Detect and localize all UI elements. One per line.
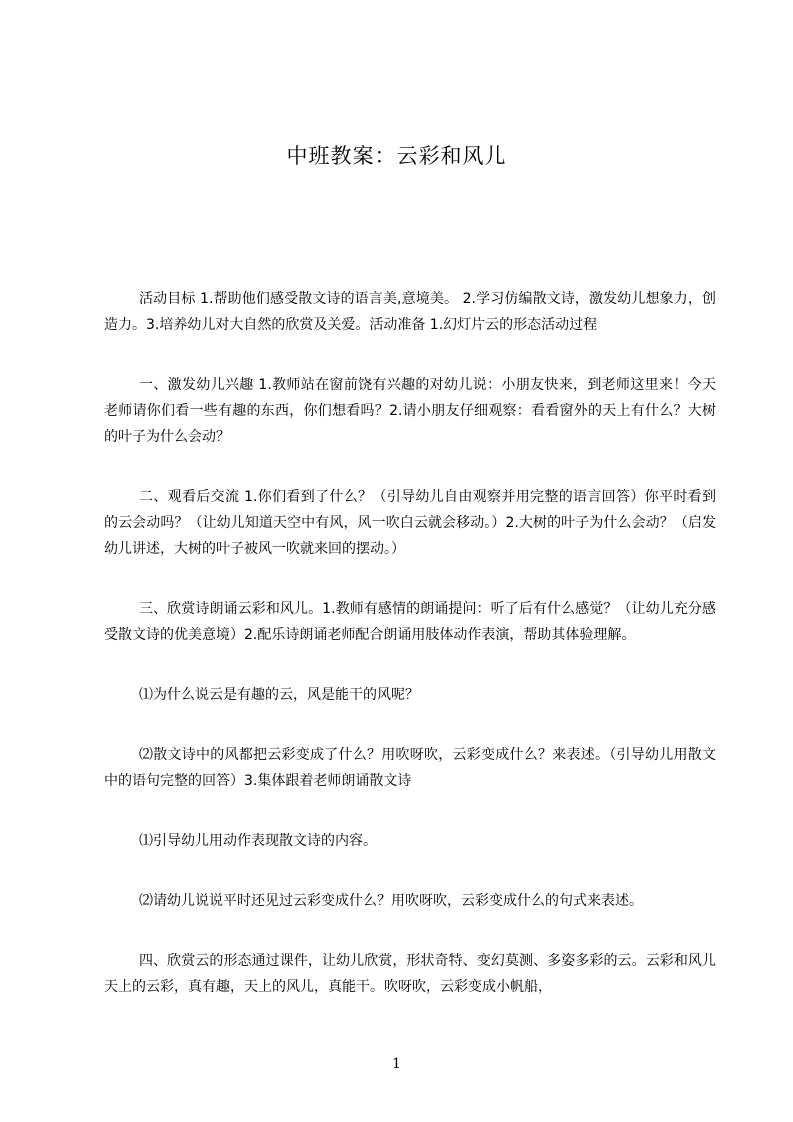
document-title: 中班教案：云彩和风儿 — [286, 144, 507, 168]
document-body — [104, 286, 716, 1034]
paragraph-activity-goals: 活动目标 1.帮助他们感受散文诗的语言美,意境美。 2.学习仿编散文诗，激发幼儿想象力，创造力。3.培养幼儿对大自然的欣赏及关爱。活动准备 1.幻灯片云的形态活动过程 — [104, 291, 716, 333]
paragraph-section-two: 二、观看后交流 1.你们看到了什么？（引导幼儿自由观察并用完整的语言回答）你平时看到的云会动吗？（让幼儿知道天空中有风，风一吹白云就会移动。）2.大树的叶子为什么会动？（启发幼儿讲述，大树的叶子被风一吹就来回的摆动。） — [104, 489, 716, 557]
paragraph-action-one: ⑴引导幼儿用动作表现散文诗的内容。 — [139, 833, 377, 849]
paragraph-section-three: 三、欣赏诗朗诵云彩和风儿。1.教师有感情的朗诵提问：听了后有什么感觉？（让幼儿充分感受散文诗的优美意境）2.配乐诗朗诵老师配合朗诵用肢体动作表演，帮助其体验理解。 — [104, 601, 716, 643]
paragraph-question-one: ⑴为什么说云是有趣的云，风是能干的风呢？ — [139, 687, 419, 703]
paragraph-section-four: 四、欣赏云的形态通过课件，让幼儿欣赏，形状奇特、变幻莫测、多姿多彩的云。云彩和风儿天上的云彩，真有趣，天上的风儿，真能干。吹呀吹，云彩变成小帆船， — [104, 953, 716, 995]
paragraph-section-one: 一、激发幼儿兴趣 1.教师站在窗前饶有兴趣的对幼儿说：小朋友快来，到老师这里来！今天老师请你们看一些有趣的东西，你们想看吗？2.请小朋友仔细观察：看看窗外的天上有什么？大树的叶子为什么会动？ — [104, 377, 716, 445]
paragraph-action-two: ⑵请幼儿说说平时还见过云彩变成什么？用吹呀吹，云彩变成什么的句式来表述。 — [139, 893, 643, 909]
paragraph-question-two: ⑵散文诗中的风都把云彩变成了什么？用吹呀吹，云彩变成什么？来表述。（引导幼儿用散文中的语句完整的回答）3.集体跟着老师朗诵散文诗 — [104, 747, 716, 789]
page-number: 1 — [392, 1056, 401, 1072]
